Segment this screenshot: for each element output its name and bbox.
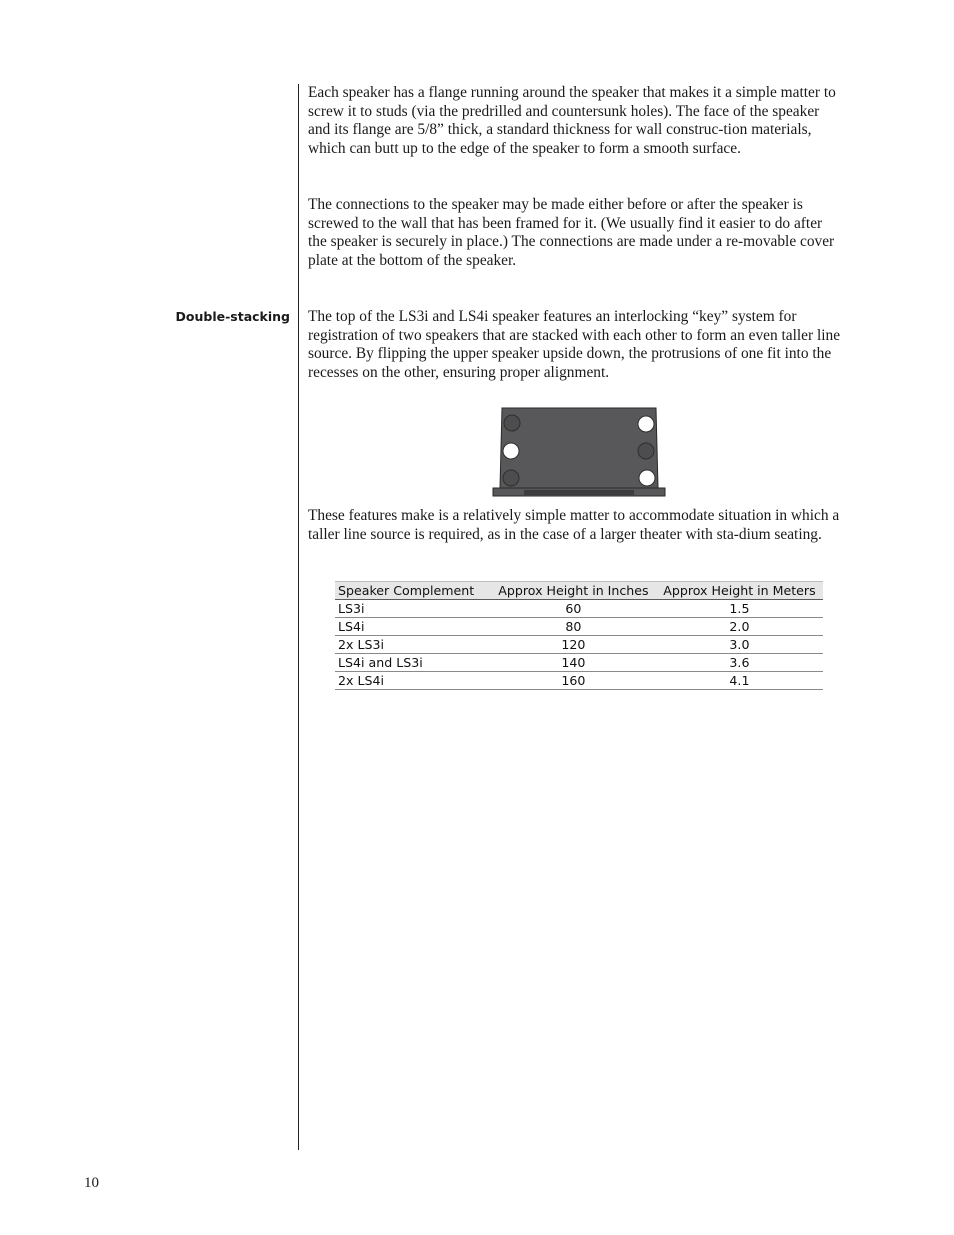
- table-cell: 140: [491, 654, 656, 672]
- table-cell: 120: [491, 636, 656, 654]
- paragraph-stacking: The top of the LS3i and LS4i speaker features an interlocking “key” system for registration of two speakers that are stacked with each other to form an even taller line source. By flipping the upper speaker upside down, the protrusions of one fit into the recesses on the other, ensuring proper alignment.: [308, 308, 841, 381]
- speaker-base-center: [524, 490, 634, 495]
- paragraph-connections: The connections to the speaker may be made either before or after the speaker is screwed to the wall that has been framed for it. (We usually find it easier to do after the speaker is securely in place.) The connections are made under a re-movable cover plate at the bottom of the speaker.: [308, 196, 835, 269]
- table-header: Approx Height in Inches: [491, 582, 656, 600]
- key-recess-icon: [503, 470, 519, 486]
- speaker-key-illustration: [492, 406, 666, 498]
- key-protrusion-icon: [639, 470, 655, 486]
- table-cell: 3.0: [656, 636, 823, 654]
- margin-rule: [298, 84, 299, 1150]
- table-cell: 2x LS3i: [335, 636, 491, 654]
- speaker-body: [500, 408, 658, 488]
- page-number: 10: [84, 1175, 99, 1191]
- table-row: [335, 636, 823, 654]
- table-row: [335, 600, 823, 618]
- table-header: Speaker Complement: [335, 582, 491, 600]
- table-header: Approx Height in Meters: [656, 582, 823, 600]
- table-cell: LS4i: [335, 618, 491, 636]
- table-cell: LS4i and LS3i: [335, 654, 491, 672]
- table-row: [335, 618, 823, 636]
- table-row: [335, 654, 823, 672]
- key-recess-icon: [504, 415, 520, 431]
- table-cell: 2.0: [656, 618, 823, 636]
- key-recess-icon: [638, 443, 654, 459]
- side-heading-double-stacking: Double-stacking: [175, 309, 290, 324]
- table-cell: 60: [491, 600, 656, 618]
- table-row: [335, 672, 823, 690]
- height-table: [335, 581, 823, 690]
- paragraph-features: These features make is a relatively simple matter to accommodate situation in which a taller line source is required, as in the case of a larger theater with sta-dium seating.: [308, 507, 840, 543]
- table-header-row: [335, 582, 823, 600]
- table-cell: 80: [491, 618, 656, 636]
- table-cell: 160: [491, 672, 656, 690]
- key-protrusion-icon: [638, 416, 654, 432]
- paragraph-flange: Each speaker has a flange running around the speaker that makes it a simple matter to screw it to studs (via the predrilled and countersunk holes). The face of the speaker and its flange are 5/8” thick, a standard thickness for wall construc-tion materials, which can butt up to the edge of the speaker to form a smooth surface.: [308, 84, 836, 157]
- table-cell: 1.5: [656, 600, 823, 618]
- table-cell: 4.1: [656, 672, 823, 690]
- table-cell: LS3i: [335, 600, 491, 618]
- table-cell: 3.6: [656, 654, 823, 672]
- table-cell: 2x LS4i: [335, 672, 491, 690]
- key-protrusion-icon: [503, 443, 519, 459]
